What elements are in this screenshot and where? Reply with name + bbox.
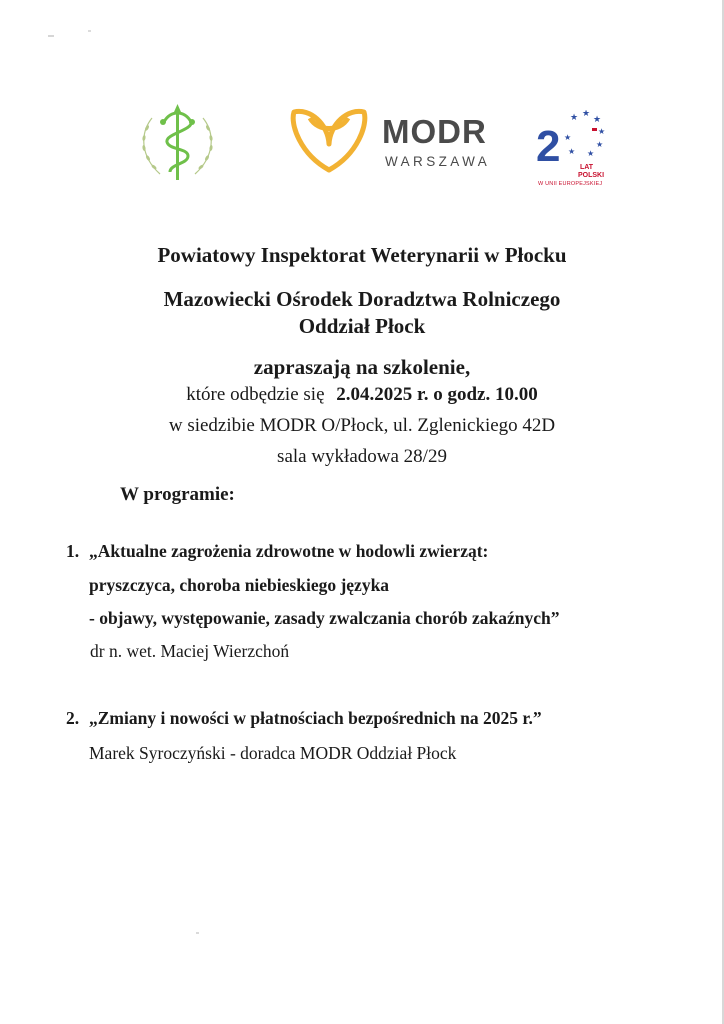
anniversary-footer: W UNII EUROPEJSKIEJ — [538, 181, 603, 187]
scan-speck — [88, 30, 91, 32]
program-item-1-title-line-3: - objawy, występowanie, zasady zwalczania chorób zakaźnych” — [89, 608, 560, 628]
modr-wordmark: MODR — [382, 113, 487, 150]
program-item-2-title-line-1: „Zmiany i nowości w płatnościach bezpośrednich na 2025 r.” — [89, 708, 542, 728]
program-item-2-speaker: Marek Syroczyński - doradca MODR Oddział Płock — [89, 743, 457, 763]
eu-anniversary-logo — [532, 110, 612, 190]
organizer-2-line-1: Mazowiecki Ośrodek Doradztwa Rolniczego — [163, 287, 561, 311]
caduceus-icon — [130, 98, 225, 186]
program-item-1-speaker: dr n. wet. Maciej Wierzchoń — [90, 641, 290, 661]
trefoil-icon — [288, 104, 370, 174]
date-prefix: które odbędzie się — [186, 384, 325, 405]
svg-text:★: ★ — [596, 140, 604, 149]
svg-text:★: ★ — [593, 115, 602, 125]
invitation-date-line — [0, 384, 724, 406]
svg-text:★: ★ — [598, 127, 606, 136]
invitation-room: sala wykładowa 28/29 — [277, 446, 447, 467]
svg-text:★: ★ — [587, 149, 595, 158]
organizer-1: Powiatowy Inspektorat Weterynarii w Płocku — [157, 243, 567, 267]
program-item-1-title-line-2: pryszczyca, choroba niebieskiego języka — [89, 575, 390, 595]
anniversary-number: 2 — [536, 122, 561, 171]
modr-city: WARSZAWA — [385, 154, 491, 169]
svg-text:★: ★ — [568, 147, 576, 156]
organizer-2-line-2: Oddział Płock — [298, 314, 426, 338]
svg-text:★: ★ — [570, 113, 579, 123]
invitation-venue: w siedzibie MODR O/Płock, ul. Zglenickiego 42D — [168, 415, 556, 436]
scan-speck — [48, 35, 54, 37]
anniversary-lat: LAT — [580, 164, 594, 171]
eu-stars-icon — [560, 110, 608, 160]
program-item-1-title-line-1: „Aktualne zagrożenia zdrowotne w hodowli zwierząt: — [89, 541, 489, 561]
program-heading: W programie: — [120, 484, 235, 505]
scan-speck — [196, 932, 199, 934]
date-value: 2.04.2025 r. o godz. 10.00 — [336, 384, 538, 405]
program-item-2-number: 2. — [66, 708, 80, 728]
modr-trefoil-logo — [288, 104, 370, 174]
veterinary-logo — [130, 98, 225, 186]
svg-text:★: ★ — [582, 110, 591, 119]
program-item-1-number: 1. — [66, 541, 80, 561]
invitation-headline: zapraszają na szkolenie, — [253, 355, 471, 379]
anniversary-polski: POLSKI — [578, 172, 605, 179]
svg-text:★: ★ — [564, 133, 572, 142]
